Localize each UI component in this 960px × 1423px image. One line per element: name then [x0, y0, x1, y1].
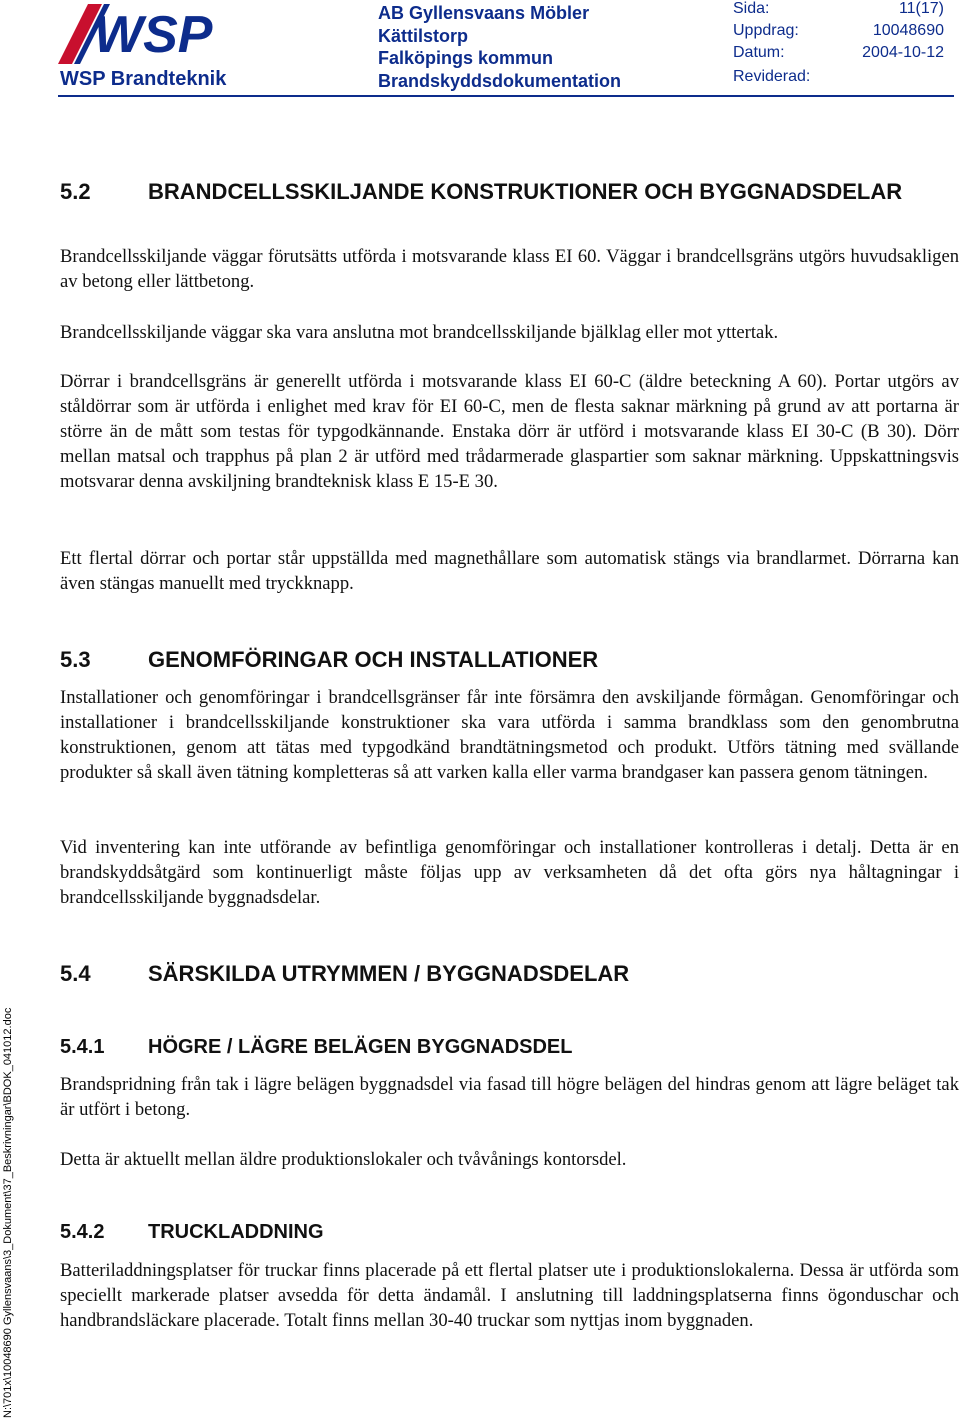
project-line: Falköpings kommun: [378, 48, 554, 68]
header-divider: [58, 95, 954, 97]
paragraph: Brandspridning från tak i lägre belägen byggnadsdel via fasad till högre belägen del hindras genom att lägre beläget tak är utfört i betong.: [60, 1074, 959, 1120]
paragraph: Vid inventering kan inte utförande av befintliga genomföringar och installationer kontrolleras i detalj. Detta är en brandskyddsåtgärd som kontinuerligt måste följas upp av verksamheten då det ofta görs nya håltagningar i brandcellsskiljande byggnadsdelar.: [60, 837, 959, 908]
section-number: 5.3: [60, 647, 91, 672]
meta-label: Reviderad:: [733, 68, 811, 85]
meta-row-assignment: [733, 22, 948, 44]
meta-row-date: [733, 44, 948, 66]
paragraph: Detta är aktuellt mellan äldre produktionslokaler och tvåvånings kontorsdel.: [60, 1149, 627, 1170]
section-title: TRUCKLADDNING: [148, 1221, 324, 1243]
section-title: GENOMFÖRINGAR OCH INSTALLATIONER: [148, 647, 599, 672]
page-header: [0, 0, 960, 100]
meta-value: 10048690: [872, 22, 944, 39]
paragraph: Ett flertal dörrar och portar står uppställda med magnethållare som automatisk stängs via brandlarmet. Dörrarna kan även stängas manuellt med tryckknapp.: [60, 548, 959, 594]
paragraph: Brandcellsskiljande väggar förutsätts utförda i motsvarande klass EI 60. Väggar i brandcellsgräns utgörs huvudsakligen av betong eller lättbetong.: [60, 246, 959, 292]
file-path: N:\701x\10048690 Gyllensvaans\3_Dokument\37_Beskrivningar\BDOK_041012.doc: [2, 1007, 14, 1418]
project-line: Brandskyddsdokumentation: [378, 70, 622, 91]
paragraph: Dörrar i brandcellsgräns är generellt utförda i motsvarande klass EI 60-C (äldre beteckning A 60). Portar utgörs av ståldörrar som är utförda i enlighet med krav för EI 60-C, men de flesta saknar märkning på grund av att portarna är större än de mått som testas för typgodkännande. Enstaka dörr är utförd i motsvarande klass EI 30-C (B 30). Dörr mellan matsal och trapphus på plan 2 är utförd med trådarmerade glaspartier som saknar märkning. Uppskattningsvis motsvarar denna avskiljning brandteknisk klass E 15-E 30.: [60, 371, 959, 492]
section-heading-5-3: [60, 646, 920, 674]
section-title: HÖGRE / LÄGRE BELÄGEN BYGGNADSDEL: [148, 1036, 573, 1058]
section-number: 5.2: [60, 179, 91, 204]
meta-label: Datum:: [733, 44, 785, 61]
wsp-logo: [58, 2, 258, 64]
project-info: [378, 2, 621, 92]
section-title: SÄRSKILDA UTRYMMEN / BYGGNADSDELAR: [148, 961, 630, 986]
logo-wordmark: WSP: [94, 6, 213, 64]
meta-value: 11(17): [898, 0, 944, 17]
section-number: 5.4: [60, 961, 91, 986]
meta-value: 2004-10-12: [862, 44, 944, 61]
section-heading-5-2: [60, 178, 920, 206]
meta-row-revised: [733, 68, 948, 90]
section-number: 5.4.1: [60, 1036, 105, 1058]
paragraph: Brandcellsskiljande väggar ska vara anslutna mot brandcellsskiljande bjälklag eller mot yttertak.: [60, 322, 779, 343]
project-line: Kättilstorp: [378, 25, 468, 46]
paragraph: Installationer och genomföringar i brandcellsgränser får inte försämra den avskiljande förmågan. Genomföringar och installationer i brandcellsskiljande konstruktioner ska vara utförda i samma brandklass som den genombrutna konstruktionen, genom att tätas med typgodkänd brandtätningsmetod och produkt. Utförs tätning med svällande produkter så skall även tätning kompletteras så att varken kalla eller varma brandgaser kan passera genom tätningen.: [60, 687, 959, 783]
brand-name: WSP Brandteknik: [60, 68, 227, 90]
section-title: BRANDCELLSSKILJANDE KONSTRUKTIONER OCH BYGGNADSDELAR: [148, 179, 903, 204]
section-heading-5-4-2: [60, 1219, 324, 1245]
project-line: AB Gyllensvaans Möbler: [378, 3, 590, 23]
meta-label: Sida:: [733, 0, 770, 17]
section-number: 5.4.2: [60, 1221, 105, 1243]
meta-row-page: [733, 0, 948, 22]
section-heading-5-4: [60, 960, 920, 988]
section-heading-5-4-1: [60, 1034, 572, 1060]
meta-label: Uppdrag:: [733, 22, 799, 39]
paragraph: Batteriladdningsplatser för truckar finns placerade på ett flertal platser ute i produktionslokalerna. Dessa är utförda som speciellt markerade platser avsedda för detta ändamål. I anslutning till laddningsplatserna finns ögonduschar och handbrandsläckare placerade. Totalt finns mellan 30-40 truckar som nyttjas inom byggnaden.: [60, 1260, 959, 1331]
